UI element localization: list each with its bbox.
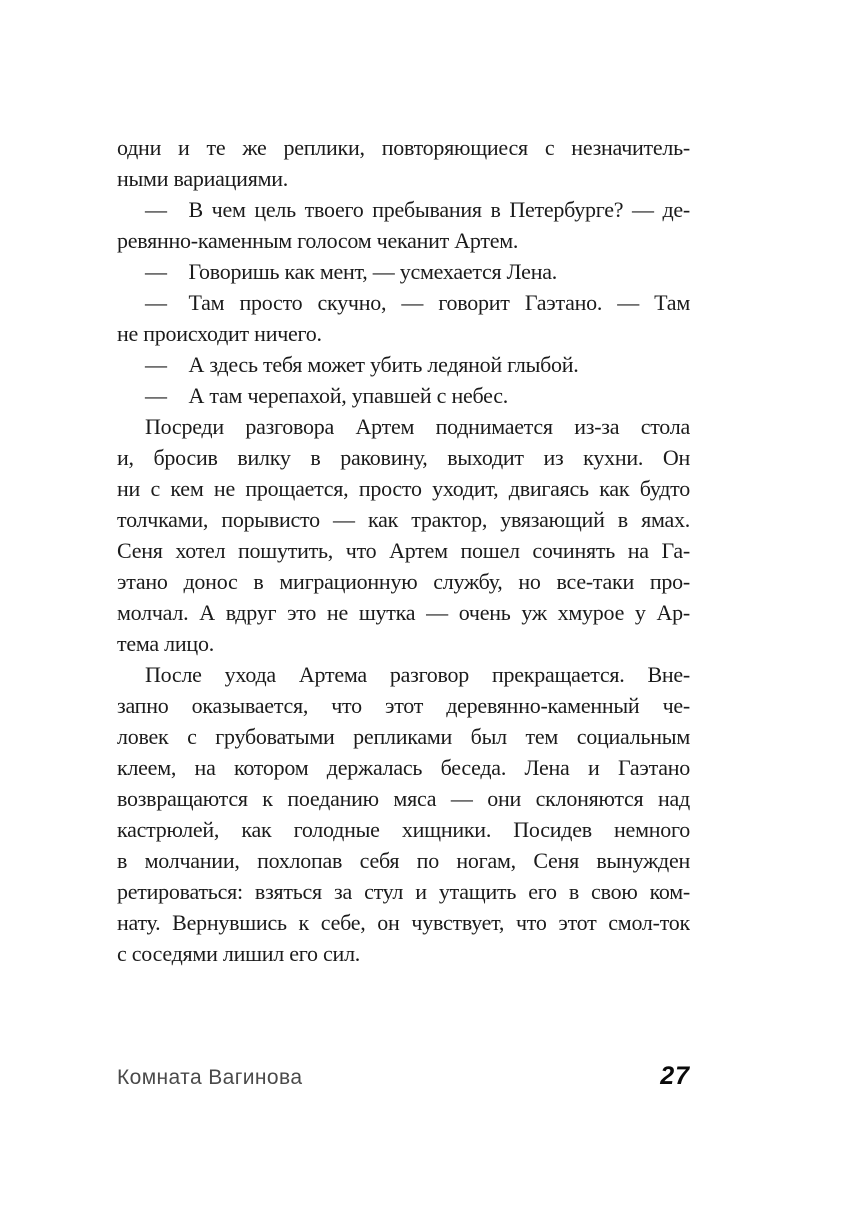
text-line: возвращаются к поеданию мяса — они склоняются над: [117, 786, 690, 811]
text-line: толчками, порывисто — как трактор, увязающий в ямах.: [117, 507, 690, 532]
page-footer: [117, 1062, 690, 1091]
text-line: Посреди разговора Артем поднимается из-за стола: [145, 414, 690, 439]
text-line: ревянно-каменным голосом чеканит Артем.: [117, 228, 519, 253]
page-number: 27: [660, 1062, 690, 1090]
running-title: Комната Вагинова: [117, 1066, 303, 1089]
text-line: клеем, на котором держалась беседа. Лена и Гаэтано: [117, 755, 690, 780]
text-line: После ухода Артема разговор прекращается. Вне-: [145, 662, 690, 687]
text-line: Сеня хотел пошутить, что Артем пошел сочинять на Га-: [117, 538, 690, 563]
text-line: — В чем цель твоего пребывания в Петербурге? — де-: [145, 197, 690, 222]
text-line: ловек с грубоватыми репликами был тем социальным: [117, 724, 690, 749]
text-line: кастрюлей, как голодные хищники. Посидев немного: [117, 817, 690, 842]
text-line: с соседями лишил его сил.: [117, 941, 361, 966]
text-line: тема лицо.: [117, 631, 214, 656]
text-line: не происходит ничего.: [117, 321, 322, 346]
text-line: одни и те же реплики, повторяющиеся с незначитель-: [117, 135, 690, 160]
text-line: — Там просто скучно, — говорит Гаэтано. — Там: [145, 290, 690, 315]
text-line: нату. Вернувшись к себе, он чувствует, что этот смол-ток: [117, 910, 690, 935]
text-line: — А там черепахой, упавшей с небес.: [145, 383, 508, 408]
text-line: ными вариациями.: [117, 166, 289, 191]
text-line: — Говоришь как мент, — усмехается Лена.: [145, 259, 557, 284]
text-line: и, бросив вилку в раковину, выходит из кухни. Он: [117, 445, 690, 470]
text-line: этано донос в миграционную службу, но все-таки про-: [117, 569, 690, 594]
page-body-text: [117, 132, 690, 969]
text-line: — А здесь тебя может убить ледяной глыбой.: [145, 352, 579, 377]
text-line: молчал. А вдруг это не шутка — очень уж хмурое у Ар-: [117, 600, 690, 625]
text-line: ретироваться: взяться за стул и утащить его в свою ком-: [117, 879, 690, 904]
text-line: запно оказывается, что этот деревянно-каменный че-: [117, 693, 690, 718]
text-line: в молчании, похлопав себя по ногам, Сеня вынужден: [117, 848, 690, 873]
text-line: ни с кем не прощается, просто уходит, двигаясь как будто: [117, 476, 690, 501]
